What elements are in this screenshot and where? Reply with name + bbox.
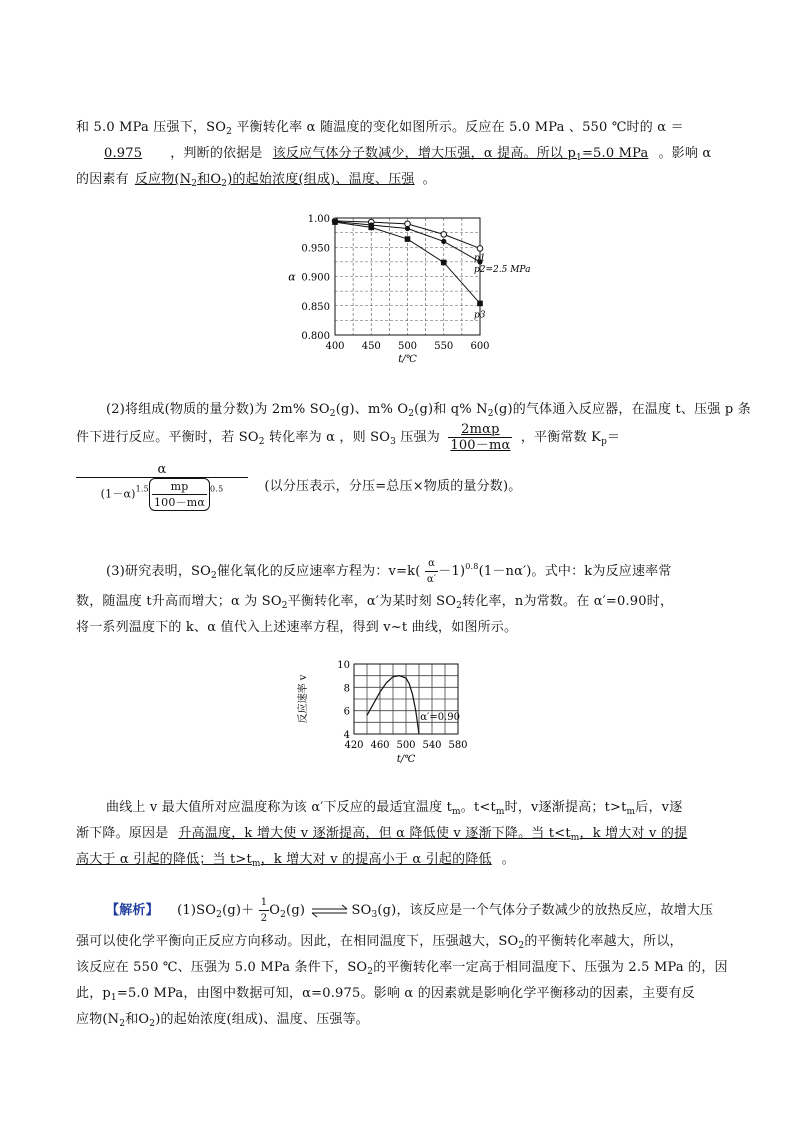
- x-tick-label: 500: [396, 740, 416, 751]
- p4-line3: 高大于 α 引起的降低；当 $t>t_m$，k 增大对 v 的提高小于 α 引起的降低 。: [76, 852, 515, 869]
- analysis-line4: 此，$p_1=5.0$ MPa，由图中数据可知，α=0.975。影响 α 的因素就是影响化学平衡移动的因素，主要有反: [76, 986, 695, 1003]
- p4-line2: 渐下降。原因是 升高温度，k 增大使 v 逐渐提高，但 α 降低使 v 逐渐下降。当 $t<t_m$，k 增大对 v 的提: [76, 826, 688, 843]
- curve-annotation: α′=0.90: [420, 712, 460, 723]
- x-tick-label: 580: [448, 740, 468, 751]
- x-tick-label: 460: [370, 740, 390, 751]
- answer-reason-2: 升高温度，k 增大使 v 逐渐提高，但 α 降低使 v 逐渐下降。当 $t<t_m$，k 增大对 v 的提: [178, 826, 688, 843]
- x-axis-label: t/℃: [396, 754, 416, 765]
- p1-line3: 的因素有 反应物($N_2$和$O_2$)的起始浓度(组成)、温度、压强 。: [76, 172, 436, 189]
- series-label-p3: p3: [474, 310, 486, 321]
- x-tick-label: 450: [361, 341, 381, 352]
- answer-reason: 该反应气体分子数减少，增大压强，α 提高。所以 $p_1=5.0$ MPa: [272, 146, 649, 163]
- y-tick-label: 1.00: [307, 214, 330, 225]
- series-label-p2: p2=2.5 MPa: [474, 264, 531, 275]
- data-point: [368, 225, 374, 231]
- p3-line1: (3)研究表明，$SO_2$催化氧化的反应速率方程为：v=k( $\frac{\alpha}{\alpha'}$ －1)$^{0.8}$(1－nα′)。式中：k为反应速率常: [106, 558, 672, 585]
- p3-line2: 数，随温度 t升高而增大；α 为 $SO_2$平衡转化率，α′为某时刻 $SO_2$转化率，n为常数。在 α′=0.90时，: [76, 594, 674, 611]
- kp-expression: α $(1-\alpha)^{1.5}$ $\frac{mp}{100-m\alpha}$ $^{0.5}$ (以分压表示，分压=总压×物质的量分数)。: [76, 462, 521, 511]
- y-tick-label: 4: [343, 730, 350, 741]
- y-tick-label: 6: [343, 706, 350, 718]
- x-tick-label: 400: [325, 341, 345, 352]
- p2-line2: 件下进行反应。平衡时，若 $SO_2$ 转化率为 α ，则 $SO_3$ 压强为 $\frac{\text{2mαp}}{100-m\alpha}$ ，平衡常数 $K_p=$: [76, 422, 621, 453]
- analysis-line1: 【解析】 $(1)SO_2(g)+$ $\frac{1}{2}$ $O_2(g)$ $SO_3(g)$，该反应是一个气体分子数减少的放热反应，故增大压: [106, 897, 714, 924]
- y-tick-label: 0.800: [301, 331, 330, 342]
- analysis-tag: 【解析】: [106, 903, 159, 918]
- answer-factors: 反应物($N_2$和$O_2$)的起始浓度(组成)、温度、压强: [134, 172, 415, 189]
- x-tick-label: 500: [397, 341, 418, 352]
- p3-line3: 将一系列温度下的 k、α 值代入上述速率方程，得到 v~t 曲线，如图所示。: [76, 620, 518, 635]
- x-tick-label: 550: [434, 341, 454, 352]
- x-tick-label: 420: [344, 740, 364, 751]
- p4-line1: 曲线上 v 最大值所对应温度称为该 α′下反应的最适宜温度 $t_m$。$t<t_m$时，v逐渐提高；$t>t_m$后，v逐: [106, 800, 683, 817]
- y-tick-label: 8: [343, 683, 350, 695]
- y-axis-label: 反应速率 v: [298, 674, 309, 724]
- data-point: [405, 236, 411, 242]
- data-point: [441, 260, 447, 266]
- analysis-line2: 强可以使化学平衡向正反应方向移动。因此，在相同温度下，压强越大，$SO_2$的平衡转化率越大，所以，: [76, 934, 683, 951]
- y-axis-label: α: [288, 270, 296, 284]
- p2-line1: (2)将组成(物质的量分数)为 2m% $SO_2(g)$、m% $O_2(g)$和 q% $N_2(g)$的气体通入反应器，在温度 t、压强 p 条: [106, 402, 751, 419]
- so3-pressure-fraction: $\frac{\text{2mαp}}{100-m\alpha}$: [450, 422, 511, 453]
- y-tick-label: 10: [337, 660, 350, 671]
- equilibrium-arrow-icon: [309, 904, 351, 918]
- data-point: [477, 301, 483, 307]
- answer-alpha: 0.975: [104, 146, 143, 161]
- series-label-p1: p1: [474, 253, 486, 264]
- data-point: [441, 232, 447, 238]
- data-point: [405, 226, 410, 231]
- p1-line2: 0.975 ，判断的依据是 该反应气体分子数减少，增大压强，α 提高。所以 $p_1=5.0$ MPa 。影响 α: [76, 142, 711, 163]
- rate-temperature-chart: [292, 652, 502, 772]
- analysis-line3: 该反应在 550 ℃、压强为 5.0 MPa 条件下，$SO_2$的平衡转化率一定高于相同温度下、压强为 2.5 MPa 的，因: [76, 960, 728, 977]
- data-point: [441, 239, 446, 244]
- data-point: [332, 219, 338, 225]
- y-tick-label: 0.950: [301, 243, 330, 255]
- p1-line1: 和 5.0 MPa 压强下，$SO_2$ 平衡转化率 α 随温度的变化如图所示。反应在 5.0 MPa 、550 ℃时的 α ＝: [76, 120, 684, 137]
- x-axis-label: t/℃: [398, 354, 417, 365]
- y-tick-label: 0.900: [301, 272, 330, 284]
- analysis-line5: 应物($N_2$和$O_2$)的起始浓度(组成)、温度、压强等。: [76, 1012, 370, 1029]
- x-tick-label: 540: [422, 740, 442, 751]
- x-tick-label: 600: [470, 341, 490, 352]
- alpha-temperature-chart: [280, 208, 550, 368]
- data-point: [405, 221, 411, 227]
- data-point: [477, 246, 483, 252]
- y-tick-label: 0.850: [301, 301, 330, 313]
